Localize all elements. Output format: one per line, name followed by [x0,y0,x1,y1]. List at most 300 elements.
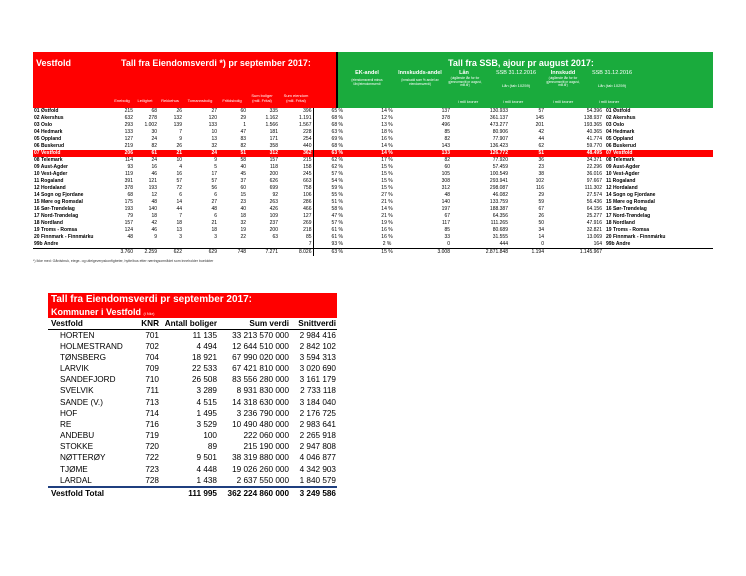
total-snittverdi-cell: 3 249 586 [290,487,337,499]
kommune-name: NØTTERØY [60,453,106,463]
col-innskudd-desc: (utgående lån for for gjennomsnitt pr august, mill.kr) [546,76,580,88]
innskudds-andel-cell: 15 % [381,164,393,170]
laan-cell: 312 [441,185,450,191]
ek-andel-cell: 69 % [313,136,361,143]
ssb-innskudd-cell: 138.937 [583,115,602,121]
table-row [33,108,713,115]
value-cell: 45 [240,171,246,177]
total-value-cell: 8.026 [279,249,313,257]
laan-cell: 0 [447,241,450,247]
county-name-right: 07 Vestfold [603,150,713,157]
snittverdi-cell: 2 733 118 [300,386,336,396]
county-name: 09 Aust-Agder [34,164,68,170]
ssb-laan-cell: 64.356 [492,213,508,219]
innskudd-cell: 116 [536,185,544,191]
value-cell: 26 [176,108,182,114]
total-innskudds-andel: 15 % [361,249,413,257]
laan-cell: 143 [441,143,450,149]
value-cell: 61 [134,150,158,157]
ssb-laan-cell: 46.082 [492,192,508,198]
innskudds-andel-cell: 27 % [381,192,393,198]
col-tomannsbolig: Tomannsbolig [187,98,213,103]
snittverdi-cell: 1 840 579 [299,475,336,485]
ssb-laan-cell: 111.265 [490,220,508,226]
county-name: 03 Oslo [34,122,53,128]
laan-cell: 140 [441,199,450,205]
value-cell: 18 [151,213,157,219]
ssb-innskudd-cell: 34.371 [586,157,602,163]
value-cell: 378 [124,185,133,191]
value-cell: 12 [151,192,157,198]
sum-verdi-cell: 83 556 280 000 [232,375,289,385]
value-cell: 200 [269,227,278,233]
value-cell: 27 [211,199,217,205]
value-cell: 396 [303,108,312,114]
snittverdi-cell: 2 265 918 [299,431,336,441]
value-cell: 24 [183,150,218,157]
table-row [48,352,337,363]
value-cell: 269 [303,220,312,226]
total-value-cell: 622 [158,249,183,257]
sum-verdi-cell: 67 421 810 000 [232,363,289,373]
unit-ssb-innskudd: i mill kroner [598,99,620,104]
innskudds-andel-cell: 19 % [381,220,393,226]
county-name: 99b Andre [34,241,59,247]
laan-cell: 60 [444,164,450,170]
county-name-right: 18 Nordland [606,220,635,226]
col-innskudds-andel-desc: (innskudd som % andel av eiendomsverdi) [401,78,439,86]
value-cell: 278 [148,115,157,121]
ek-andel-cell: 63 % [313,129,361,136]
county-name: 11 Rogaland [34,178,64,184]
value-cell: 1.191 [298,115,312,121]
kommune-name: ANDEBU [60,431,95,441]
innskudd-cell: 51 [509,150,545,157]
innskudd-cell: 57 [538,108,544,114]
county-name: 01 Østfold [34,108,59,114]
table-row [48,464,337,475]
value-cell [218,241,247,249]
col-ek-andel: EK-andel [355,70,379,76]
value-cell: 17 [211,171,217,177]
county-name-right: 08 Telemark [606,157,635,163]
value-cell: 56 [211,185,217,191]
innskudd-cell: 145 [535,115,544,121]
ek-andel-cell: 61 % [313,227,361,234]
county-name-right: 01 Østfold [606,108,631,114]
value-cell: 245 [303,171,312,177]
knr-cell: 716 [145,419,159,429]
value-cell: 312 [247,150,279,157]
innskudds-andel-cell: 14 % [381,143,393,149]
value-cell: 7 [179,129,182,135]
innskudds-andel-cell: 15 % [381,178,393,184]
kommune-name: TØNSBERG [60,352,106,362]
value-cell: 83 [240,136,246,142]
knr-cell: 701 [145,330,159,340]
total-sum-verdi-cell: 362 224 860 000 [218,487,290,499]
innskudd-cell: 42 [538,129,544,135]
county-name-right: 09 Aust-Agder [606,164,640,170]
innskudd-cell: 26 [538,213,544,219]
innskudds-andel-cell: 12 % [381,115,393,121]
kommune-table [48,318,337,499]
knr-cell: 710 [145,375,159,385]
table-row [33,227,713,234]
innskudds-andel-cell: 18 % [381,129,393,135]
value-cell: 47 [240,129,246,135]
sum-verdi-cell: 2 637 550 000 [236,475,289,485]
ssb-innskudd-cell: 40.365 [586,129,602,135]
value-cell: 215 [303,157,312,163]
value-cell: 175 [124,199,133,205]
value-cell: 121 [148,178,157,184]
snittverdi-cell: 2 842 102 [299,341,336,351]
innskudds-andel-cell: 21 % [381,213,393,219]
value-cell: 426 [269,206,278,212]
value-cell [247,241,279,249]
value-cell: 40 [240,206,246,212]
laan-cell: 85 [444,129,450,135]
table-row [33,157,713,164]
innskudd-cell: 102 [535,178,544,184]
innskudd-cell: 44 [538,136,544,142]
total-laan: 3.008 [413,249,451,257]
laan-cell: 82 [444,136,450,142]
sum-verdi-cell: 14 318 630 000 [232,397,289,407]
value-cell: 16 [176,171,182,177]
county-name: 08 Telemark [34,157,63,163]
value-cell: 14 [176,199,182,205]
value-cell: 18 [211,227,217,233]
value-cell: 119 [125,171,133,177]
innskudds-andel-cell: 14 % [361,150,413,157]
value-cell: 63 [272,234,278,240]
kommune-name: HOLMESTRAND [60,341,123,351]
footnote: *) Ikke med: Gårdsbruk, eiege- og utleigeverpskonfigbeter, hytte/bus etter næringsområdet som inneholder buelokter [33,259,214,263]
value-cell: 57 [211,178,217,184]
ssb-laan-cell: 126.772 [451,150,509,157]
value-cell: 82 [240,143,246,149]
kommune-name: LARDAL [60,475,92,485]
value-cell: 758 [303,185,312,191]
antall-boliger-cell: 3 289 [196,386,217,396]
value-cell: 193 [124,206,133,212]
col-fritidsbolig: Fritidsbolig [222,98,242,103]
value-cell: 6 [179,192,182,198]
laan-cell: 378 [441,115,450,121]
value-cell: 114 [125,157,133,163]
value-cell: 106 [303,192,312,198]
table-row [48,363,337,374]
sum-verdi-cell: 10 490 480 000 [232,419,289,429]
value-cell: 120 [208,115,217,121]
table-row [48,385,337,396]
table-row [48,341,337,352]
innskudds-andel-cell: 2 % [382,241,392,247]
value-cell: 391 [124,178,133,184]
ek-andel-cell: 68 % [313,143,361,150]
value-cell: 21 [211,220,217,226]
ssb-innskudd-cell: 32.821 [586,227,602,233]
col-ek-andel-desc: (eiendomsverdi minus lån)/eiendomsverdi [351,78,383,86]
antall-boliger-cell: 4 494 [196,341,217,351]
ssb-laan-cell: 77.920 [492,157,508,163]
innskudd-cell: 36 [538,157,544,163]
ssb-laan-cell: 473.277 [489,122,508,128]
value-cell: 466 [303,206,312,212]
ssb-laan-cell: 298.087 [489,185,508,191]
ssb-innskudd-cell: 64.156 [586,206,602,212]
table-row [33,234,713,241]
value-cell [183,241,218,249]
total-value-cell: 2.259 [134,249,158,257]
knr-cell: 713 [145,397,159,407]
table-header [33,52,713,108]
value-cell: 157 [269,157,278,163]
county-name-right: 15 Møre og Romsdal [606,199,655,205]
table-row [33,171,713,178]
col-sum-boliger: Sum boliger [251,93,273,98]
value-cell: 6 [214,192,217,198]
antall-boliger-cell: 11 135 [192,330,217,340]
value-cell: 1 [243,122,246,128]
value-cell: 218 [303,227,312,233]
value-cell: 82 [151,143,157,149]
value-cell: 15 [240,192,246,198]
value-cell: 663 [303,178,312,184]
value-cell: 237 [269,220,278,226]
snittverdi-cell: 3 594 313 [299,352,336,362]
value-cell: 219 [124,143,133,149]
innskudds-andel-cell: 16 % [381,234,393,240]
value-cell: 118 [270,164,278,170]
knr-cell: 714 [145,408,159,418]
sum-verdi-cell: 38 319 880 000 [232,453,289,463]
ek-andel-cell: 63 % [313,150,361,157]
value-cell: 60 [240,108,246,114]
value-cell: 1.002 [144,122,157,128]
ssb-laan-cell: 80.689 [492,227,508,233]
sum-verdi-cell: 215 190 000 [243,442,289,452]
ssb-laan-cell: 57.459 [492,164,508,170]
table-row [33,122,713,129]
value-cell: 57 [176,178,182,184]
ek-andel-cell: 68 % [313,115,361,122]
value-cell: 133 [208,122,217,128]
total-right-label [603,249,713,257]
value-cell: 157 [124,220,133,226]
county-name: 16 Sør-Trøndelag [34,206,75,212]
value-cell: 335 [269,108,278,114]
ssb-innskudd-cell: 97.667 [586,178,602,184]
county-name: 18 Nordland [34,220,63,226]
ssb-innskudd-cell: 22.296 [586,164,602,170]
total-row [33,249,713,257]
innskudds-andel-cell: 16 % [381,227,393,233]
laan-cell: 85 [444,227,450,233]
value-cell: 48 [127,234,133,240]
ssb-innskudd-cell: 48.495 [545,150,603,157]
county-name: 20 Finnmark - Finnmárku [34,234,94,240]
value-cell: 24 [151,136,157,142]
table-row [33,185,713,192]
value-cell: 254 [303,136,312,142]
value-cell: 109 [269,213,278,219]
laan-cell: 48 [444,192,450,198]
table-row [33,150,713,157]
value-cell: 358 [269,143,278,149]
innskudds-andel-cell: 15 % [381,171,393,177]
ssb-innskudd-cell: 164 [593,241,602,247]
value-cell: 13 [176,227,182,233]
value-cell: 3 [214,234,217,240]
county-name: 15 Møre og Romsdal [34,199,83,205]
knr-cell: 722 [145,453,159,463]
ssb-laan-cell: 293.941 [489,178,508,184]
value-cell: 699 [269,185,278,191]
sum-verdi-cell: 3 236 790 000 [236,408,289,418]
value-cell: 29 [240,115,246,121]
county-name: 04 Hedmark [34,129,63,135]
table-row [33,115,713,122]
value-cell: 206 [111,150,134,157]
value-cell: 92 [272,192,278,198]
ssb-innskudd-cell: 54.396 [586,108,602,114]
sum-verdi-cell: 19 026 260 000 [232,464,289,474]
value-cell: 124 [124,227,133,233]
col-ssb-laan: SSB 31.12.2016 [495,70,537,76]
ssb-laan-cell: 77.907 [492,136,508,142]
innskudds-andel-cell: 13 % [381,122,393,128]
ek-andel-cell: 47 % [313,213,361,220]
kommune-table-title: Tall fra Eiendomsverdi pr september 2017: [48,293,337,307]
snittverdi-cell: 2 947 808 [299,442,336,452]
kommune-name: SVELVIK [60,386,94,396]
knr-cell: 702 [145,341,159,351]
ek-andel-cell: 57 % [313,220,361,227]
value-cell: 139 [173,122,182,128]
ek-andel-cell: 55 % [313,192,361,199]
value-cell: 68 [151,108,157,114]
col-ssb-innskudd-desc: Lån (tab 10259) [597,83,627,88]
laan-cell: 67 [444,213,450,219]
county-name: 05 Oppland [34,136,62,142]
value-cell: 24 [151,157,157,163]
table-row [48,374,337,385]
innskudd-cell: 23 [538,164,544,170]
innskudds-andel-cell: 21 % [381,199,393,205]
eiendomsverdi-title: Tall fra Eiendomsverdi *) pr september 2017: [121,58,311,68]
value-cell: 132 [173,115,182,121]
innskudd-cell: 34 [538,227,544,233]
value-cell: 293 [124,122,133,128]
antall-boliger-cell: 100 [203,431,217,441]
col-ssb-innskudd: SSB 31.12.2016 [591,70,633,76]
unit-ssb-laan: i mill kroner [502,99,524,104]
table-row [48,430,337,441]
value-cell: 626 [269,178,278,184]
ek-andel-cell: 54 % [313,178,361,185]
value-cell: 58 [240,157,246,163]
county-name: 17 Nord-Trøndelag [34,213,79,219]
value-cell: 140 [148,206,157,212]
value-cell [111,241,134,249]
col-sum-boliger-unit: (mill. Frital) [252,98,272,103]
total-ssb-laan: 2.871.848 [451,249,509,257]
col-leilighet: Leilighet [137,98,153,103]
antall-boliger-cell: 4 515 [196,397,217,407]
total-value-cell: 629 [183,249,218,257]
county-name-right: 05 Oppland [606,136,634,142]
total-innskudd: 1.194 [509,249,545,257]
value-cell: 68 [127,192,133,198]
innskudd-cell: 59 [538,199,544,205]
header-knr: KNR [128,318,160,329]
antall-boliger-cell: 89 [207,442,217,452]
unit-laan: i mill kroner [457,99,479,104]
total-kommune-name: Vestfold Total [48,487,128,499]
ssb-innskudd-cell: 25.277 [586,213,602,219]
total-antall-boliger-cell: 111 995 [160,487,218,499]
county-name: 06 Buskerud [34,143,65,149]
table-row [33,220,713,227]
table-row [33,136,713,143]
snittverdi-cell: 4 046 877 [299,453,336,463]
total-value-cell: 3.760 [111,249,134,257]
total-value-cell: 748 [218,249,247,257]
ssb-innskudd-cell: 47.916 [586,220,602,226]
table-row [48,408,337,419]
kommune-name: LARVIK [60,363,89,373]
county-name: 02 Akershus [34,115,64,121]
value-cell: 19 [240,227,246,233]
col-innskudds-andel: Innskudds-andel [398,70,442,76]
laan-cell: 496 [441,122,450,128]
value-cell: 6 [214,213,217,219]
value-cell: 127 [124,136,133,142]
innskudd-cell: 62 [538,143,544,149]
value-cell: 4 [179,164,182,170]
innskudds-andel-cell: 16 % [381,136,393,142]
laan-cell: 82 [444,157,450,163]
county-name-right: 06 Buskerud [606,143,637,149]
county-name: 07 Vestfold [33,150,111,157]
value-cell: 48 [151,199,157,205]
value-cell: 27 [211,108,217,114]
county-name: 14 Sogn og Fjordane [34,192,84,198]
ssb-laan-cell: 444 [499,241,508,247]
laan-cell: 105 [441,171,450,177]
sum-verdi-cell: 8 931 830 000 [236,386,289,396]
ssb-laan-cell: 133.759 [489,199,508,205]
value-cell: 72 [176,185,182,191]
subtitle-unit: (i Nkr) [143,311,155,316]
table-row [48,396,337,407]
county-name-right: 16 Sør-Trøndelag [606,206,647,212]
value-cell: 21 [158,150,183,157]
sum-verdi-cell: 33 213 570 000 [232,330,289,340]
ssb-innskudd-cell: 13.069 [586,234,602,240]
col-laan: Lån [459,70,469,76]
value-cell [134,241,158,249]
header-vestfold: Vestfold [48,318,128,329]
value-cell: 228 [303,129,312,135]
value-cell: 440 [303,143,312,149]
county-name-right: 19 Troms - Romsa [606,227,650,233]
ssb-laan-cell: 361.137 [489,115,508,121]
county-name-right: 12 Hordaland [606,185,638,191]
